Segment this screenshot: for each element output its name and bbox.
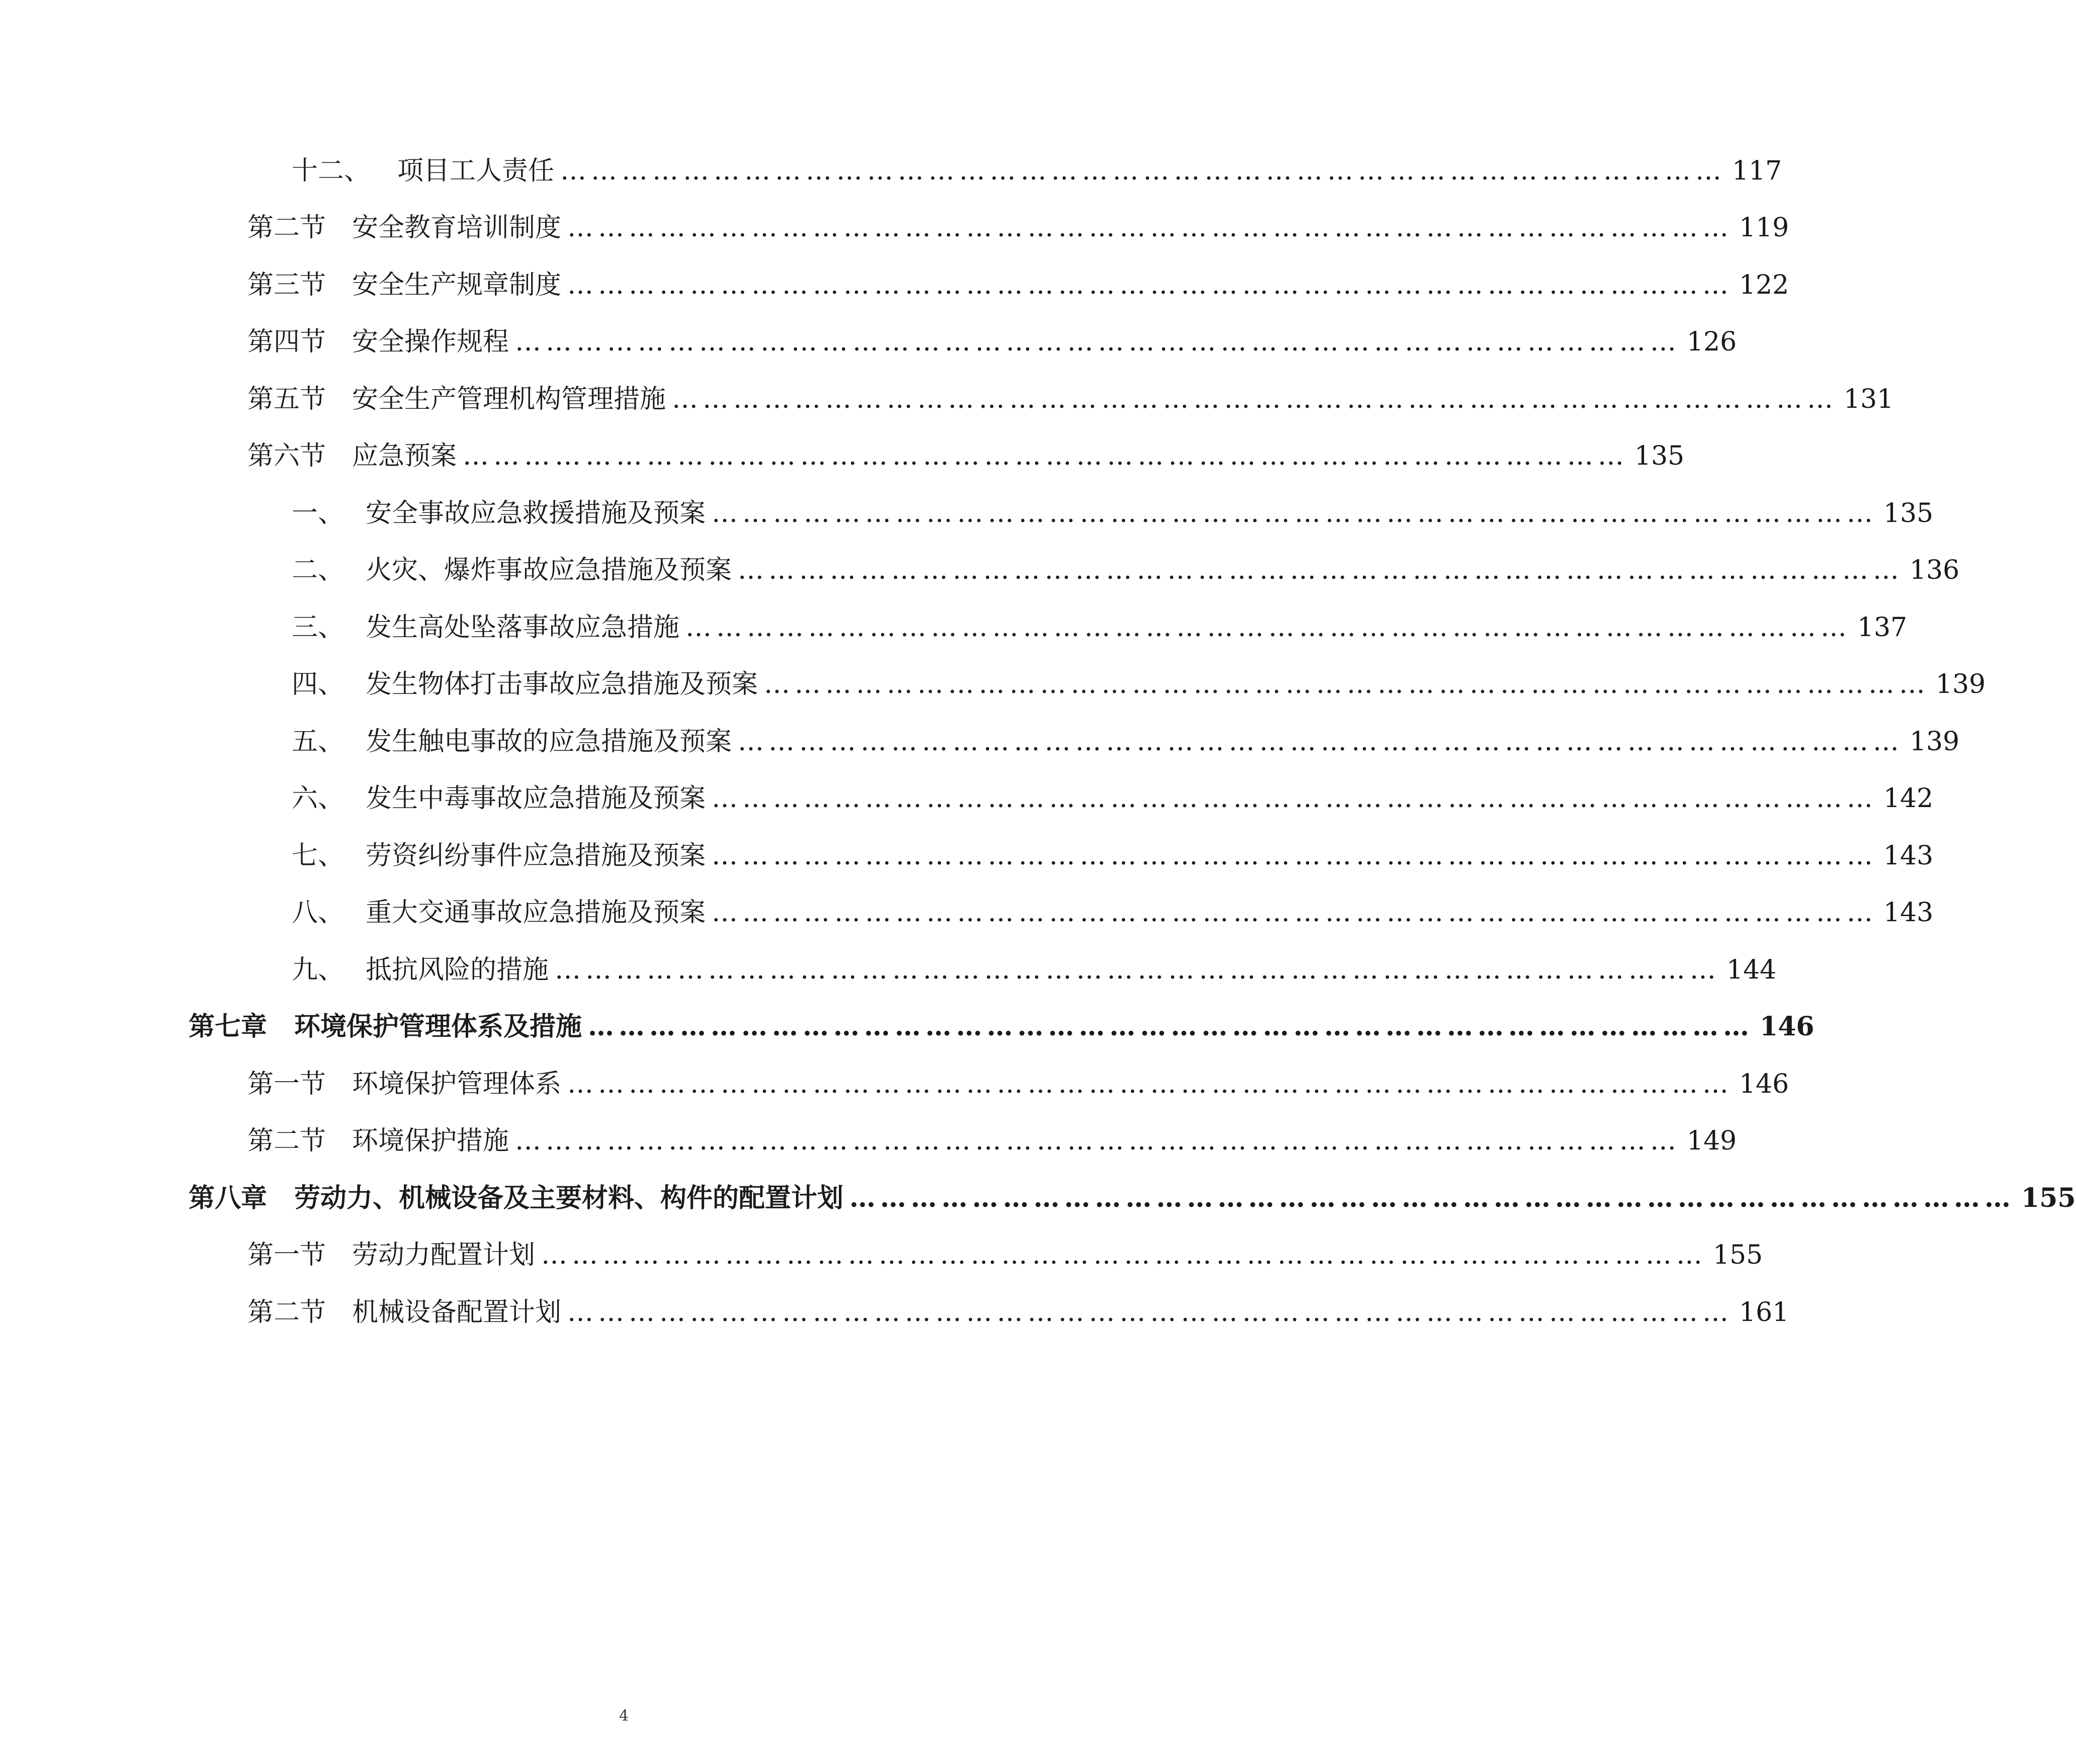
toc-entry[interactable] <box>247 1235 1763 1275</box>
toc-entry[interactable] <box>247 1064 1789 1104</box>
toc-entry[interactable] <box>292 950 1777 990</box>
toc-leader-dots: …………………………………………………………………………………………………… <box>567 213 1734 243</box>
toc-leader-dots: …………………………………………………………………………………………………… <box>849 1183 2016 1213</box>
toc-entry-title: 安全生产规章制度 <box>352 270 562 300</box>
toc-chapter-entry[interactable] <box>189 1178 2076 1218</box>
toc-leader-dots: …………………………………………………………………………………………………… <box>738 555 1904 585</box>
toc-entry-page: 137 <box>1857 612 1908 643</box>
toc-entry-page: 142 <box>1883 783 1934 814</box>
toc-leader-dots: …………………………………………………………………………………………………… <box>712 498 1878 528</box>
toc-entry-title: 环境保护措施 <box>352 1126 509 1156</box>
toc-leader-dots: …………………………………………………………………………………………………… <box>685 612 1852 643</box>
toc-entry[interactable] <box>247 265 1789 305</box>
toc-entry-page: 161 <box>1739 1297 1789 1328</box>
toc-entry-page: 122 <box>1739 270 1789 300</box>
toc-entry-title: 应急预案 <box>352 441 457 471</box>
toc-entry[interactable] <box>247 208 1789 248</box>
toc-entry[interactable] <box>247 322 1737 362</box>
toc-entry[interactable] <box>292 836 1934 876</box>
toc-entry-title: 安全事故应急救援措施及预案 <box>366 498 706 528</box>
toc-entry-number: 第四节 <box>247 327 326 357</box>
toc-entry-number: 第二节 <box>247 213 326 243</box>
toc-entry-page: 149 <box>1687 1126 1737 1156</box>
toc-entry-page: 144 <box>1726 955 1777 985</box>
toc-entry-title: 安全操作规程 <box>352 327 509 357</box>
toc-entry-number: 第六节 <box>247 441 326 471</box>
toc-entry[interactable] <box>292 722 1960 762</box>
toc-entry[interactable] <box>292 664 1986 704</box>
toc-entry-page: 146 <box>1760 1011 1814 1042</box>
toc-entry[interactable] <box>292 893 1934 933</box>
toc-entry[interactable] <box>292 493 1934 534</box>
toc-entry-page: 139 <box>1936 669 1986 699</box>
toc-entry[interactable] <box>247 1292 1789 1333</box>
toc-leader-dots: …………………………………………………………………………………………………… <box>463 441 1629 471</box>
toc-entry-title: 发生中毒事故应急措施及预案 <box>366 783 706 814</box>
toc-entry-number: 十二、 <box>292 156 371 186</box>
toc-leader-dots: …………………………………………………………………………………………………… <box>672 384 1838 414</box>
toc-entry-page: 155 <box>1713 1240 1763 1270</box>
toc-entry[interactable] <box>292 151 1782 191</box>
toc-leader-dots: …………………………………………………………………………………………………… <box>567 270 1734 300</box>
toc-entry-number: 第二节 <box>247 1126 326 1156</box>
toc-leader-dots: …………………………………………………………………………………………………… <box>541 1240 1707 1270</box>
toc-entry-page: 135 <box>1883 498 1934 528</box>
toc-leader-dots: …………………………………………………………………………………………………… <box>567 1297 1734 1328</box>
toc-chapter-entry[interactable] <box>189 1007 1814 1047</box>
toc-entry[interactable] <box>292 607 1908 648</box>
toc-entry-page: 143 <box>1883 898 1934 928</box>
toc-entry-number: 第一节 <box>247 1240 326 1270</box>
page-number: 4 <box>619 1707 629 1725</box>
toc-entry-number: 二、 <box>292 555 344 585</box>
toc-entry-title: 劳动力配置计划 <box>352 1240 536 1270</box>
toc-entry-title: 机械设备配置计划 <box>352 1297 562 1328</box>
toc-entry-page: 135 <box>1634 441 1685 471</box>
toc-leader-dots: …………………………………………………………………………………………………… <box>567 1069 1734 1099</box>
toc-entry[interactable] <box>292 550 1960 590</box>
toc-entry-title: 发生触电事故的应急措施及预案 <box>366 727 732 757</box>
toc-entry-title: 环境保护管理体系及措施 <box>294 1011 582 1042</box>
toc-leader-dots: …………………………………………………………………………………………………… <box>555 955 1721 985</box>
toc-entry-title: 抵抗风险的措施 <box>366 955 549 985</box>
toc-entry[interactable] <box>247 1121 1737 1161</box>
toc-entry-page: 117 <box>1732 156 1782 186</box>
toc-entry-page: 131 <box>1844 384 1894 414</box>
toc-leader-dots: …………………………………………………………………………………………………… <box>515 1126 1681 1156</box>
toc-entry[interactable] <box>292 778 1934 819</box>
toc-leader-dots: …………………………………………………………………………………………………… <box>560 156 1726 186</box>
toc-entry-page: 126 <box>1687 327 1737 357</box>
toc-entry-title: 环境保护管理体系 <box>352 1069 562 1099</box>
toc-entry-title: 安全生产管理机构管理措施 <box>352 384 666 414</box>
toc-entry-number: 九、 <box>292 955 344 985</box>
toc-entry[interactable] <box>247 379 1894 419</box>
toc-entry[interactable] <box>247 436 1685 476</box>
toc-entry-title: 发生高处坠落事故应急措施 <box>366 612 680 643</box>
toc-entry-number: 六、 <box>292 783 344 814</box>
toc-leader-dots: …………………………………………………………………………………………………… <box>588 1011 1754 1042</box>
toc-entry-number: 第三节 <box>247 270 326 300</box>
toc-entry-page: 139 <box>1910 727 1960 757</box>
toc-entry-title: 劳动力、机械设备及主要材料、构件的配置计划 <box>294 1183 844 1213</box>
toc-entry-number: 第五节 <box>247 384 326 414</box>
toc-entry-title: 项目工人责任 <box>397 156 555 186</box>
toc-entry-number: 三、 <box>292 612 344 643</box>
toc-entry-number: 八、 <box>292 898 344 928</box>
toc-entry-number: 第七章 <box>189 1011 268 1042</box>
toc-leader-dots: …………………………………………………………………………………………………… <box>712 841 1878 871</box>
toc-entry-page: 155 <box>2021 1183 2076 1213</box>
toc-leader-dots: …………………………………………………………………………………………………… <box>738 727 1904 757</box>
toc-leader-dots: …………………………………………………………………………………………………… <box>515 327 1681 357</box>
toc-leader-dots: …………………………………………………………………………………………………… <box>764 669 1930 699</box>
toc-entry-title: 重大交通事故应急措施及预案 <box>366 898 706 928</box>
toc-entry-number: 第八章 <box>189 1183 268 1213</box>
toc-entry-number: 第二节 <box>247 1297 326 1328</box>
toc-entry-page: 119 <box>1739 213 1789 243</box>
toc-entry-title: 安全教育培训制度 <box>352 213 562 243</box>
toc-entry-title: 劳资纠纷事件应急措施及预案 <box>366 841 706 871</box>
toc-entry-title: 发生物体打击事故应急措施及预案 <box>366 669 758 699</box>
toc-entry-number: 第一节 <box>247 1069 326 1099</box>
toc-entry-number: 一、 <box>292 498 344 528</box>
toc-entry-number: 五、 <box>292 727 344 757</box>
toc-entry-number: 七、 <box>292 841 344 871</box>
toc-entry-title: 火灾、爆炸事故应急措施及预案 <box>366 555 732 585</box>
toc-entry-page: 146 <box>1739 1069 1789 1099</box>
toc-leader-dots: …………………………………………………………………………………………………… <box>712 898 1878 928</box>
toc-entry-page: 143 <box>1883 841 1934 871</box>
toc-entry-page: 136 <box>1910 555 1960 585</box>
toc-leader-dots: …………………………………………………………………………………………………… <box>712 783 1878 814</box>
toc-entry-number: 四、 <box>292 669 344 699</box>
